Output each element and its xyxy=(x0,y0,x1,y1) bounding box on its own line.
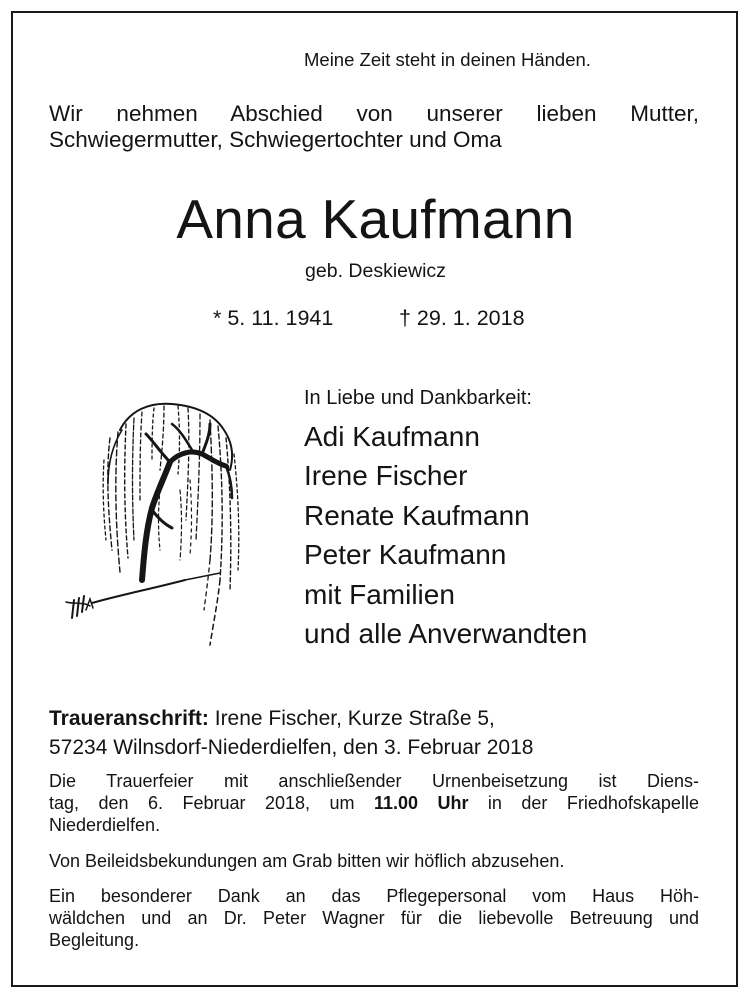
motto-verse: Meine Zeit steht in deinen Händen. xyxy=(304,49,591,70)
condolences-note: Von Beileidsbekundungen am Grab bitten wir höflich abzusehen. xyxy=(49,851,565,871)
mourner-name: Adi Kaufmann xyxy=(304,421,480,452)
mourner-families: mit Familien xyxy=(304,578,455,610)
intro-text xyxy=(49,101,699,153)
ceremony-info xyxy=(49,771,699,836)
ceremony-line-1: Die Trauerfeier mit anschließender Urnenbeisetzung ist Diens- xyxy=(49,771,699,791)
deceased-name: Anna Kaufmann xyxy=(176,188,575,250)
mourner-relatives: und alle Anverwandten xyxy=(304,618,588,650)
address-label: Traueranschrift: xyxy=(49,707,209,730)
weeping-willow-icon xyxy=(60,390,250,660)
intro-line-2: Schwiegermutter, Schwiegertochter und Oma xyxy=(49,127,502,152)
thanks-line-3: Begleitung. xyxy=(49,929,140,950)
mourner-list xyxy=(304,417,587,653)
mourner-name: Renate Kaufmann xyxy=(304,499,530,531)
address-line-1: Traueranschrift: Irene Fischer, Kurze Straße 5, xyxy=(49,707,495,730)
death-date: † 29. 1. 2018 xyxy=(399,306,525,330)
ceremony-time: 11.00 Uhr xyxy=(373,792,469,813)
birth-date: * 5. 11. 1941 xyxy=(213,306,334,330)
intro-line-1: Wir nehmen Abschied von unserer lieben Mutter, xyxy=(49,101,699,126)
ceremony-line-2: tag, den 6. Februar 2018, um 11.00 Uhr in der Friedhofskapelle xyxy=(49,792,699,813)
mourner-name: Peter Kaufmann xyxy=(304,539,507,571)
birth-name: geb. Deskiewicz xyxy=(305,260,446,282)
ceremony-line-3: Niederdielfen. xyxy=(49,814,161,835)
thanks-note xyxy=(49,886,699,951)
thanks-line-1: Ein besonderer Dank an das Pflegepersonal vom Haus Höh- xyxy=(49,886,699,906)
address-line-2: 57234 Wilnsdorf-Niederdielfen, den 3. Februar 2018 xyxy=(49,736,534,759)
mourners-intro: In Liebe und Dankbarkeit: xyxy=(304,387,532,409)
mourning-address xyxy=(49,704,533,762)
mourner-name: Irene Fischer xyxy=(304,460,468,492)
thanks-line-2: wäldchen und an Dr. Peter Wagner für die liebevolle Betreuung und xyxy=(49,907,699,928)
